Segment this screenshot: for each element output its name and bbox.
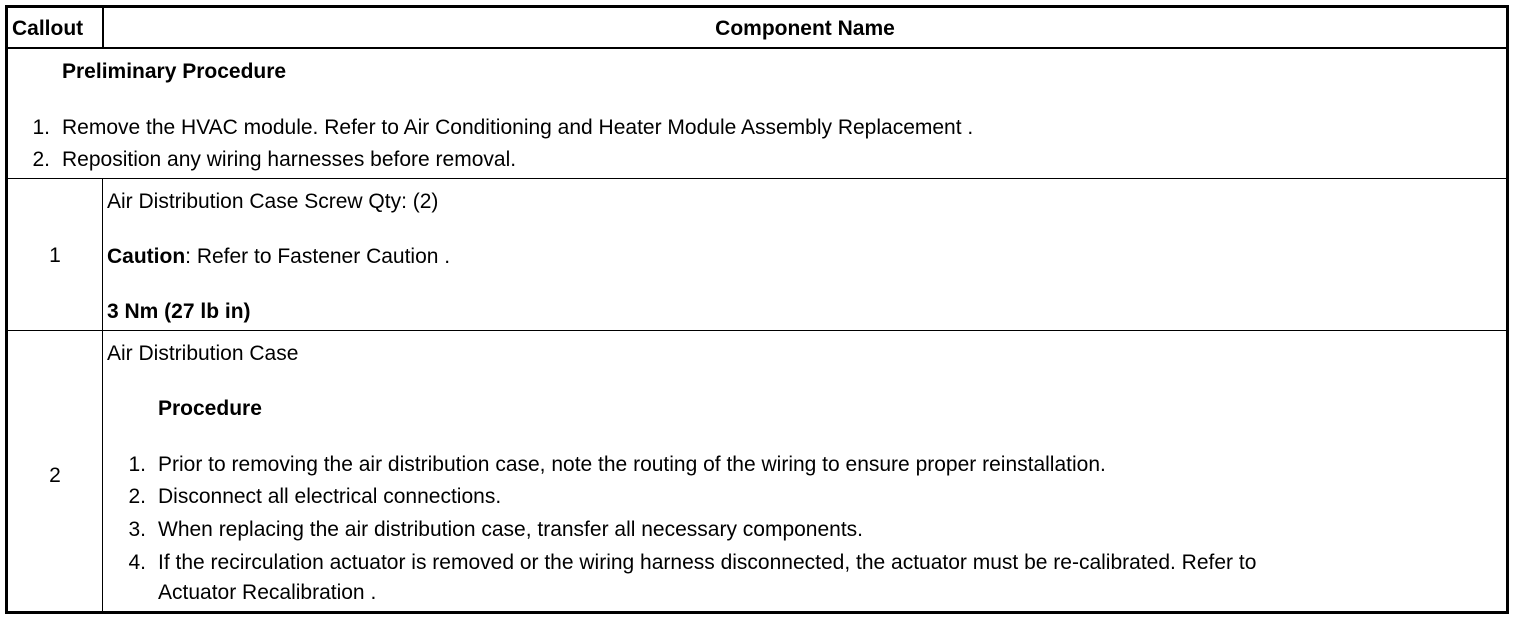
row-2-name: Air Distribution Case	[107, 342, 299, 365]
row-2-callout: 2	[49, 464, 61, 487]
row-2-step-2-num: 2.	[128, 485, 146, 508]
row-2-step-4-text: If the recirculation actuator is removed or the wiring harness disconnected, the actuator must be re-calibrated. Refer to	[158, 551, 1257, 574]
row-2-step-1-text: Prior to removing the air distribution case, note the routing of the wiring to ensure proper reinstallation.	[158, 453, 1106, 476]
header-callout: Callout	[12, 17, 84, 40]
row-2-procedure-title: Procedure	[158, 397, 262, 420]
caution-text: : Refer to Fastener Caution .	[185, 245, 451, 268]
row-2-step-2-text: Disconnect all electrical connections.	[158, 485, 502, 508]
row-2-step-3-num: 3.	[128, 518, 146, 541]
preliminary-step-1-num: 1.	[32, 116, 50, 139]
caution-label: Caution	[107, 245, 186, 268]
row-1-callout: 1	[49, 244, 61, 267]
row-1-name: Air Distribution Case Screw Qty: (2)	[107, 190, 439, 213]
preliminary-step-1-text: Remove the HVAC module. Refer to Air Conditioning and Heater Module Assembly Replacement .	[62, 116, 974, 139]
header-divider	[8, 47, 1506, 49]
row-2-step-1-num: 1.	[128, 453, 146, 476]
preliminary-title: Preliminary Procedure	[62, 60, 287, 83]
row-1-torque: 3 Nm (27 lb in)	[107, 300, 251, 323]
row-1-caution	[107, 245, 450, 269]
row-column-divider	[102, 178, 103, 611]
row-2-step-4-num: 4.	[128, 551, 146, 574]
preliminary-step-2-num: 2.	[32, 148, 50, 171]
row-divider-1	[8, 178, 1506, 179]
row-2-step-4-continuation: Actuator Recalibration .	[158, 581, 377, 604]
component-table	[5, 5, 1509, 614]
row-2-step-3-text: When replacing the air distribution case, transfer all necessary components.	[158, 518, 864, 541]
row-divider-2	[8, 330, 1506, 331]
preliminary-step-2-text: Reposition any wiring harnesses before removal.	[62, 148, 517, 171]
header-component-name: Component Name	[715, 17, 895, 40]
